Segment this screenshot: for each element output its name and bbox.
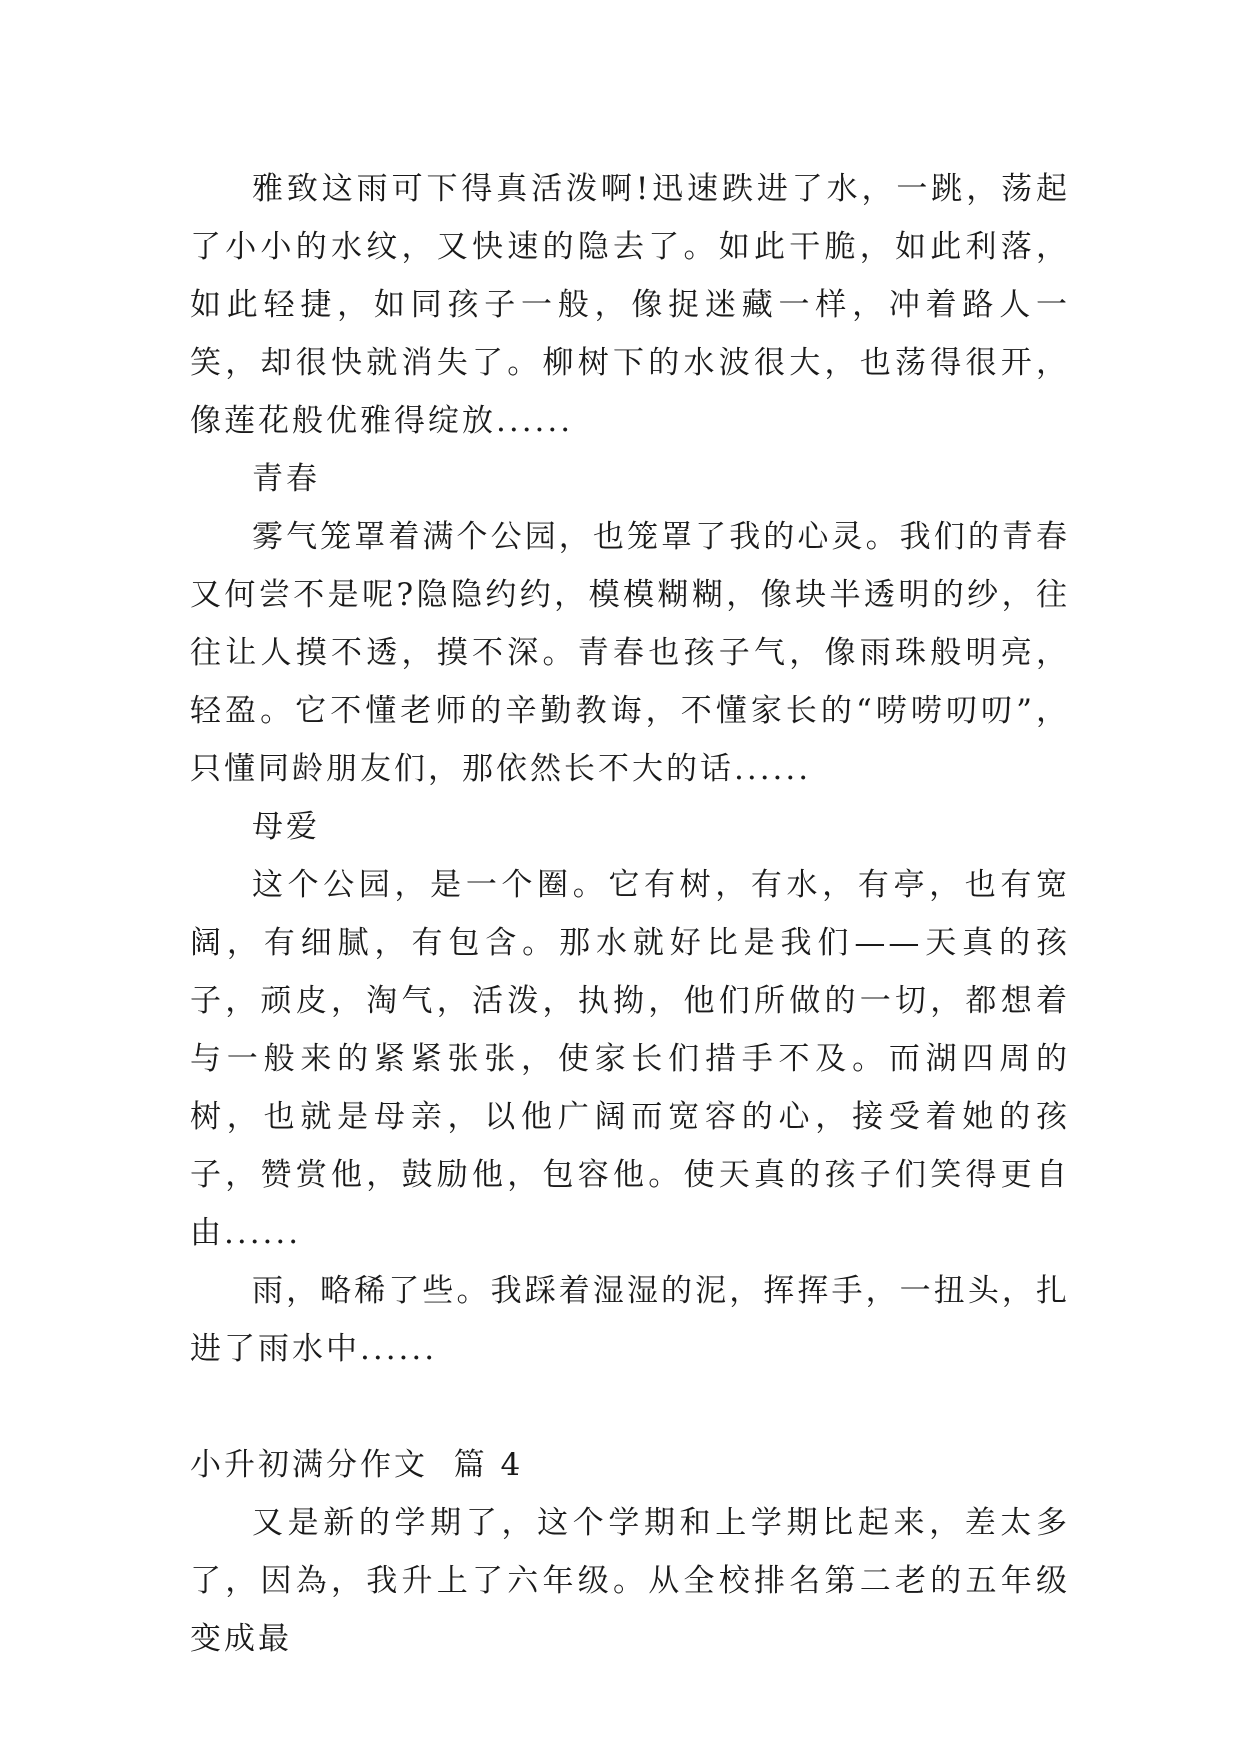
- essay-heading: 小升初满分作文 篇 4: [190, 1447, 524, 1483]
- subtitle-youth: 青春: [252, 461, 320, 497]
- document-page: [190, 160, 1070, 1668]
- paragraph-youth: 雾气笼罩着满个公园，也笼罩了我的心灵。我们的青春又何尝不是呢?隐隐约约，模模糊糊，像块半透明的纱，往往让人摸不透，摸不深。青春也孩子气，像雨珠般明亮，轻盈。它不懂老师的辛勤教诲，不懂家长的“唠唠叨叨”，只懂同龄朋友们，那依然长不大的话......: [190, 519, 1070, 787]
- paragraph-rain: 雅致这雨可下得真活泼啊!迅速跌进了水，一跳，荡起了小小的水纹，又快速的隐去了。如此干脆，如此利落，如此轻捷，如同孩子一般，像捉迷藏一样，冲着路人一笑，却很快就消失了。柳树下的水波很大，也荡得很开，像莲花般优雅得绽放......: [190, 171, 1070, 439]
- paragraph-new-semester: 又是新的学期了，这个学期和上学期比起来，差太多了，因為，我升上了六年级。从全校排名第二老的五年级变成最: [190, 1505, 1070, 1657]
- paragraph-closing: 雨，略稀了些。我踩着湿湿的泥，挥挥手，一扭头，扎进了雨水中......: [190, 1273, 1070, 1367]
- paragraph-mother-love: 这个公园，是一个圈。它有树，有水，有亭，也有宽阔，有细腻，有包含。那水就好比是我们——天真的孩子，顽皮，淘气，活泼，执拗，他们所做的一切，都想着与一般来的紧紧张张，使家长们措手不及。而湖四周的树，也就是母亲，以他广阔而宽容的心，接受着她的孩子，赞赏他，鼓励他，包容他。使天真的孩子们笑得更自由......: [190, 867, 1070, 1251]
- subtitle-mother-love: 母爱: [252, 809, 320, 845]
